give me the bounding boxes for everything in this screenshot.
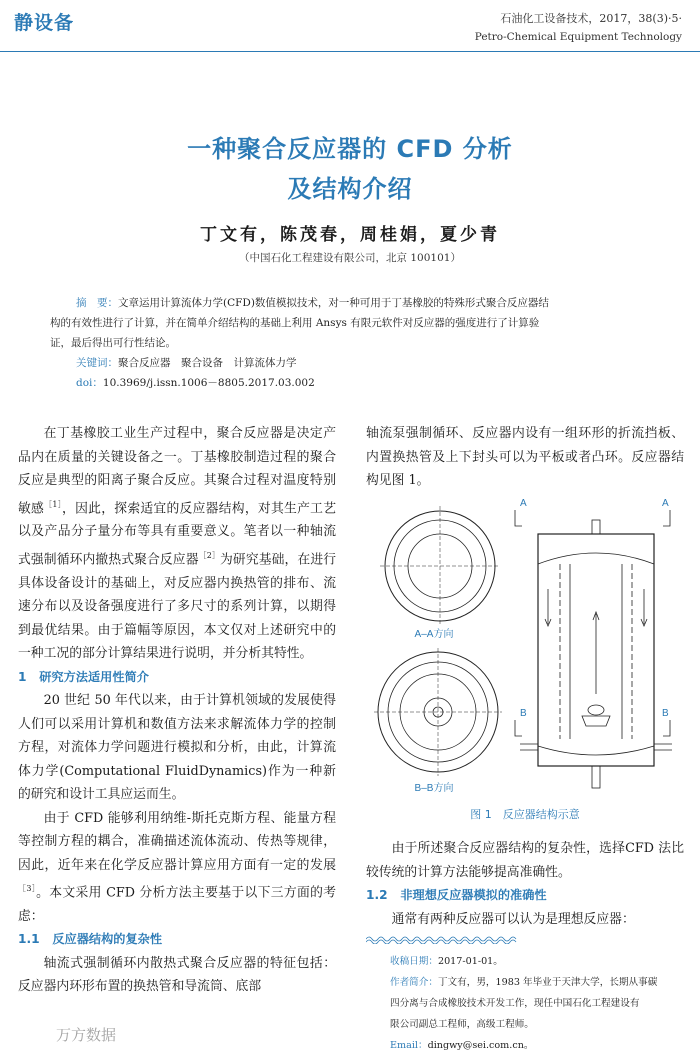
intro-line: 造过程的聚合反应是典型的阳离子聚合反应。其	[18, 449, 337, 488]
section-1-2-paragraph	[366, 908, 684, 932]
body-line: 热等规律，因此，近年来在化学反应器计算应用	[18, 834, 337, 873]
section-aa-label: A–A方向	[414, 629, 454, 640]
body-line: 主要基于以下三方面的考虑：	[18, 885, 336, 924]
intro-line: 决定产品内在质量的关键设备之一。丁基橡胶制	[18, 426, 337, 465]
citation-ref: ［1］	[44, 499, 63, 509]
right-column-top	[366, 422, 684, 493]
section-title: 反应器结构的复杂性	[52, 932, 163, 947]
body-line: 体力学的控制方程，对流体力学问题进行模拟和	[18, 716, 337, 756]
reactor-elevation	[515, 498, 672, 788]
email: dingwy@sei.com.cn。	[427, 1040, 534, 1051]
right-paragraph-continued	[366, 422, 684, 493]
keywords: 聚合反应器 聚合设备 计算流体力学	[118, 357, 297, 369]
abstract-text-2: 构的有效性进行了计算，并在简单介绍结构的基础上利用 Ansys 有限元软件对反应器的强度进行了计算验	[50, 317, 540, 329]
intro-paragraph	[18, 422, 336, 666]
section-1-paragraph-1	[18, 689, 336, 807]
section-1-1-heading	[18, 928, 336, 952]
intro-line: 具有重要意义。笔者以一种轴流式强制循环内撤	[18, 524, 337, 568]
author-bio-line: 限公司副总工程师，高级工程师。	[390, 1019, 534, 1030]
received-date: 2017-01-01。	[437, 956, 503, 967]
intro-line: 设计的基础上，对反应器内换热管的排布、流速分	[18, 575, 337, 615]
body-line: 轴流泵强制循环、反应器内设有一组环形的折流	[366, 426, 645, 441]
received-label: 收稿日期：	[390, 956, 438, 967]
intro-line: 分析其特性。	[235, 646, 313, 662]
section-label: 静设备	[14, 12, 75, 34]
body-line: 环。反应器结构见图 1。	[366, 449, 685, 488]
body-line: 轴流式强制循环内散热式聚合反应器的特征	[43, 955, 297, 971]
doi: 10.3969/j.issn.1006－8805.2017.03.002	[102, 377, 315, 389]
citation-ref: ［2］	[198, 550, 221, 560]
body-line: 而生。	[145, 787, 185, 803]
footnote	[390, 951, 686, 1056]
intro-line: ，因此，探索适宜的反	[62, 500, 193, 516]
body-line: 包括：反应器内环形布置的换热管和导流筒、底部	[18, 955, 337, 995]
body-line: 由于所述聚合反应器结构的复杂性，选择	[391, 841, 626, 856]
section-number: 1	[18, 669, 27, 684]
intro-line: 聚合过程对温度特别敏感	[18, 473, 337, 516]
label-a-right: A	[662, 498, 669, 509]
body-line: 分析，由此，计算流体力学(Computational Fluid	[18, 740, 337, 779]
intro-line: 热式聚合反应器	[108, 552, 199, 568]
body-line: 方面有一定的发展	[230, 857, 337, 873]
watermark: 万方数据	[56, 1026, 117, 1044]
paper-title-line-2: 及结构介绍	[287, 175, 413, 203]
author-bio-line: 四分离与合成橡胶技术开发工作，现任中国石化工程建设有	[390, 998, 640, 1009]
intro-line: 布以及设备强度进行了多尺寸的系列计算，以期	[44, 599, 324, 615]
author-bio-line: 丁文有，男，1983 年毕业于天津大学，长期从事碳	[437, 977, 658, 988]
authors: 丁文有，陈茂春，周桂娟，夏少青	[200, 225, 500, 245]
section-1-heading	[18, 666, 336, 690]
journal-english-name: Petro-Chemical Equipment Technology	[474, 31, 682, 43]
body-line: 由于 CFD 能够利用纳维-斯托克斯方程、能	[43, 810, 297, 826]
section-1-1-paragraph	[18, 952, 336, 999]
label-b-left: B	[520, 708, 527, 719]
label-b-right: B	[662, 708, 669, 719]
section-number: 1.1	[18, 932, 40, 947]
paper-title-line-1: 一种聚合反应器的 CFD 分析	[187, 135, 513, 163]
abstract-text-3: 证，最后得出可行性结论。	[50, 337, 176, 349]
author-bio-label: 作者简介：	[390, 977, 438, 988]
footnote-wavy-rule	[366, 934, 684, 944]
intro-line: 应器结构，对其生产工艺以及产品分子量分布等	[18, 500, 337, 540]
section-bb-label: B–B方向	[414, 783, 454, 794]
abstract-text-1: 文章运用计算流体力学(CFD)数值模拟技术，对一种可用于丁基橡胶的特殊形式聚合反应器结	[118, 297, 549, 309]
section-title: 非理想反应器模拟的准确性	[400, 888, 547, 902]
section-aa-view	[380, 506, 500, 626]
header-rule	[0, 51, 700, 52]
doi-label: doi：	[76, 377, 103, 389]
body-line: 量方程等控制方程的耦合，准确描述流体流动、传	[18, 810, 336, 850]
intro-line: 研究中的一种工况的部分计算结果进行说明，并	[18, 622, 337, 662]
affiliation: （中国石化工程建设有限公司，北京 100101）	[239, 252, 461, 264]
section-title: 研究方法适用性简介	[39, 669, 149, 684]
right-paragraph	[366, 837, 684, 884]
label-a-left: A	[520, 498, 527, 509]
abstract-label: 摘 要：	[76, 297, 118, 309]
section-1-paragraph-2	[18, 807, 336, 929]
email-label: Email：	[390, 1040, 428, 1051]
citation-ref: ［3］	[18, 884, 37, 894]
left-column	[18, 422, 336, 999]
intro-line: 得到最优结果。由于篇幅等原因，本文仅对上述	[18, 599, 337, 638]
section-bb-view	[374, 648, 502, 776]
body-line: 通常有两种反应器可以认为是理想反应器：	[391, 911, 635, 927]
body-line: 挡板、内置换热管及上下封头可以为平板或者凸	[366, 426, 685, 465]
figure-caption: 图 1 反应器结构示意	[470, 808, 580, 821]
body-line: 20 世纪 50 年代以来，由于计算机领域的发	[43, 693, 298, 709]
intro-line: 在丁基橡胶工业生产过程中，聚合反应器是	[43, 426, 297, 441]
section-1-2-heading	[366, 884, 684, 908]
journal-citation: 石油化工设备技术，2017，38(3)·5·	[500, 12, 682, 25]
right-column-bottom	[366, 837, 684, 931]
body-line: Dynamics)作为一种新的研究和设计工具应运	[18, 763, 336, 803]
abstract	[50, 293, 660, 393]
body-line: 。本文采用 CFD 分析方法	[36, 885, 192, 901]
keywords-label: 关键词：	[76, 357, 118, 369]
section-number: 1.2	[366, 888, 388, 902]
body-line: CFD 法比较传统的计算方法能够提高准确性。	[366, 841, 685, 880]
intro-line: 为研究基础，在进行具体设备	[18, 552, 337, 591]
body-line: 展使得人们可以采用计算机和数值方法来求解流	[18, 693, 336, 732]
reactor-structure-figure	[370, 494, 688, 804]
